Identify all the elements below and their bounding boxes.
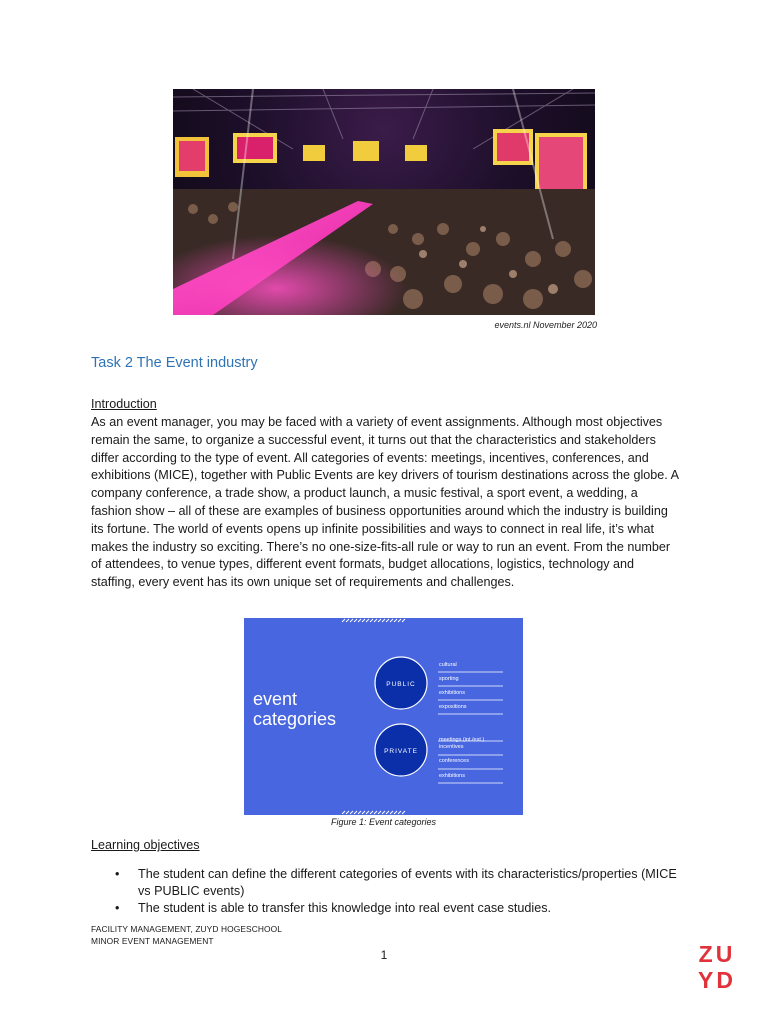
logo-top: ZU <box>698 941 736 967</box>
figure-title-line2: categories <box>253 709 337 729</box>
page-heading: Task 2 The Event industry <box>91 355 258 371</box>
private-label: PRIVATE <box>384 748 418 755</box>
zuyd-logo <box>692 941 742 991</box>
footer-line-2: MINOR EVENT MANAGEMENT <box>91 935 214 946</box>
public-item: cultural <box>439 662 457 668</box>
event-categories-graphic <box>244 618 523 815</box>
private-item: meetings (int./ext.) <box>439 737 485 743</box>
logo-bottom: YD <box>698 967 736 991</box>
image-credit: events.nl November 2020 <box>494 320 597 330</box>
list-item-text: The student is able to transfer this knowledge into real event case studies. <box>138 901 552 915</box>
list-item <box>91 900 681 917</box>
figure-title-line1: event <box>253 689 298 709</box>
public-item: expositions <box>439 704 467 710</box>
introduction-text: As an event manager, you may be faced with a variety of event assignments. Although most objectives remain the same, to organize a successful event, it turns out that the characteristics and stakeholders differ according to the type of event. All categories of events: meetings, incentives, conferences, and exhibitions (MICE), together with Public Events are key drivers of tourism destinations across the globe. A company conference, a trade show, a product launch, a music festival, a sport event, a wedding, a fashion show – all of these are examples of business opportunities around which the industry is building its fortune. The world of events opens up infinite possibilities and ways to connect in real life, it’s what makes the industry so exciting. There’s no one-size-fits-all rule or way to run an event. From the number of attendees, to venue types, different event formats, budget allocations, logistics, technology and staffing, every event has its own unique set of requirements and challenges. <box>91 415 679 590</box>
learning-objectives-list <box>91 866 681 917</box>
public-item: exhibitions <box>439 690 465 696</box>
private-item: conferences <box>439 758 469 764</box>
list-item-text: The student can define the different categories of events with its characteristics/properties (MICE vs PUBLIC events) <box>138 867 677 898</box>
bullet-icon: • <box>115 867 120 881</box>
event-hall-illustration <box>173 89 595 315</box>
zuyd-logo-mark <box>692 941 742 991</box>
bullet-icon: • <box>115 901 120 915</box>
introduction-title: Introduction <box>91 397 157 411</box>
event-photo <box>173 89 595 315</box>
private-item: exhibitions <box>439 773 465 779</box>
learning-objectives-title: Learning objectives <box>91 838 200 852</box>
private-item: incentives <box>439 744 464 750</box>
footer-line-1: FACILITY MANAGEMENT, ZUYD HOGESCHOOL <box>91 924 282 934</box>
footer <box>91 924 282 947</box>
figure-caption: Figure 1: Event categories <box>330 817 437 827</box>
public-label: PUBLIC <box>386 681 416 688</box>
page-number: 1 <box>380 948 388 962</box>
event-categories-figure <box>244 618 523 815</box>
public-item: sporting <box>439 676 459 682</box>
list-item <box>91 866 681 900</box>
